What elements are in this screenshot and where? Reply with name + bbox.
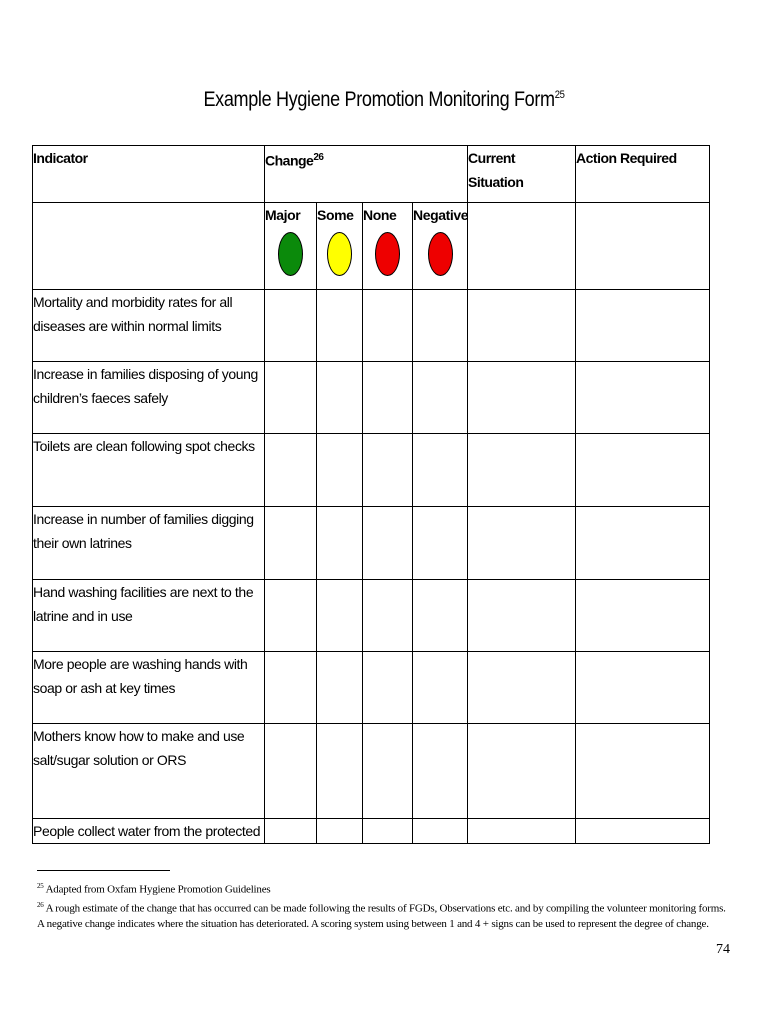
negative-entry-cell[interactable] xyxy=(413,580,468,652)
change-scale-row xyxy=(33,203,710,290)
current-situation-cell[interactable] xyxy=(468,507,576,580)
indicator-cell: People collect water from the protected xyxy=(33,819,265,844)
footnote-number: 25 xyxy=(37,882,44,890)
scale-some xyxy=(317,203,363,290)
current-situation-cell[interactable] xyxy=(468,652,576,724)
action-required-cell[interactable] xyxy=(576,580,710,652)
table-row xyxy=(33,819,710,844)
scale-negative-label: Negative xyxy=(413,207,469,223)
empty-cell xyxy=(576,203,710,290)
current-situation-cell[interactable] xyxy=(468,434,576,507)
table-row xyxy=(33,652,710,724)
some-entry-cell[interactable] xyxy=(317,724,363,819)
some-entry-cell[interactable] xyxy=(317,580,363,652)
some-entry-cell[interactable] xyxy=(317,290,363,362)
scale-major xyxy=(265,203,317,290)
action-required-cell[interactable] xyxy=(576,362,710,434)
indicator-cell: Mortality and morbidity rates for all diseases are within normal limits xyxy=(33,290,265,362)
some-entry-cell[interactable] xyxy=(317,652,363,724)
none-entry-cell[interactable] xyxy=(363,652,413,724)
negative-entry-cell[interactable] xyxy=(413,507,468,580)
some-entry-cell[interactable] xyxy=(317,362,363,434)
footnote-number: 26 xyxy=(37,901,44,909)
major-entry-cell[interactable] xyxy=(265,434,317,507)
footnote-26 xyxy=(37,898,727,932)
none-entry-cell[interactable] xyxy=(363,290,413,362)
page-title xyxy=(54,88,714,112)
negative-entry-cell[interactable] xyxy=(413,290,468,362)
table-row xyxy=(33,507,710,580)
table-row xyxy=(33,362,710,434)
negative-entry-cell[interactable] xyxy=(413,819,468,844)
footnote-25 xyxy=(37,879,727,898)
yellow-circle-icon xyxy=(327,232,352,276)
action-required-cell[interactable] xyxy=(576,819,710,844)
some-entry-cell[interactable] xyxy=(317,819,363,844)
none-entry-cell[interactable] xyxy=(363,434,413,507)
none-entry-cell[interactable] xyxy=(363,724,413,819)
indicator-cell: Increase in families disposing of young children’s faeces safely xyxy=(33,362,265,434)
current-situation-header xyxy=(468,146,576,203)
title-footnote-ref: 25 xyxy=(554,89,565,101)
action-required-cell[interactable] xyxy=(576,434,710,507)
current-situation-cell[interactable] xyxy=(468,819,576,844)
indicator-cell: Hand washing facilities are next to the latrine and in use xyxy=(33,580,265,652)
page-title-text: Example Hygiene Promotion Monitoring Form xyxy=(203,88,555,111)
major-entry-cell[interactable] xyxy=(265,290,317,362)
scale-major-label: Major xyxy=(265,207,301,223)
scale-none xyxy=(363,203,413,290)
major-entry-cell[interactable] xyxy=(265,507,317,580)
major-entry-cell[interactable] xyxy=(265,724,317,819)
change-header-label: Change xyxy=(265,152,314,169)
major-entry-cell[interactable] xyxy=(265,652,317,724)
action-required-cell[interactable] xyxy=(576,724,710,819)
footnote-text: A rough estimate of the change that has occurred can be made following the results of FGDs, Observations etc. and by compiling the volunteer monitoring forms. A negative change indicates where the situation has deteriorated. A scoring system using between 1 and 4 + signs can be used to represent the degree of change. xyxy=(37,902,726,930)
scale-some-label: Some xyxy=(317,207,354,223)
indicator-cell: More people are washing hands with soap or ash at key times xyxy=(33,652,265,724)
major-entry-cell[interactable] xyxy=(265,819,317,844)
current-situation-label-1: Current xyxy=(468,150,516,166)
page-number: 74 xyxy=(716,942,730,957)
monitoring-form-table xyxy=(32,145,710,844)
footnote-text: Adapted from Oxfam Hygiene Promotion Guidelines xyxy=(45,883,271,896)
table-row xyxy=(33,724,710,819)
negative-entry-cell[interactable] xyxy=(413,652,468,724)
action-required-cell[interactable] xyxy=(576,507,710,580)
indicator-header: Indicator xyxy=(33,146,265,203)
table-row xyxy=(33,434,710,507)
change-header xyxy=(265,146,468,203)
some-entry-cell[interactable] xyxy=(317,434,363,507)
red-circle-icon xyxy=(428,232,453,276)
empty-cell xyxy=(33,203,265,290)
none-entry-cell[interactable] xyxy=(363,819,413,844)
current-situation-cell[interactable] xyxy=(468,290,576,362)
action-required-cell[interactable] xyxy=(576,290,710,362)
none-entry-cell[interactable] xyxy=(363,580,413,652)
table-row xyxy=(33,580,710,652)
header-row xyxy=(33,146,710,203)
indicator-cell: Increase in number of families digging their own latrines xyxy=(33,507,265,580)
empty-cell xyxy=(468,203,576,290)
current-situation-cell[interactable] xyxy=(468,362,576,434)
current-situation-cell[interactable] xyxy=(468,580,576,652)
current-situation-cell[interactable] xyxy=(468,724,576,819)
scale-none-label: None xyxy=(363,207,397,223)
change-footnote-ref: 26 xyxy=(313,152,324,163)
table-row xyxy=(33,290,710,362)
action-required-header: Action Required xyxy=(576,146,710,203)
none-entry-cell[interactable] xyxy=(363,507,413,580)
current-situation-label-2: Situation xyxy=(468,174,524,190)
some-entry-cell[interactable] xyxy=(317,507,363,580)
negative-entry-cell[interactable] xyxy=(413,434,468,507)
red-circle-icon xyxy=(375,232,400,276)
major-entry-cell[interactable] xyxy=(265,580,317,652)
footnote-divider xyxy=(37,870,170,871)
negative-entry-cell[interactable] xyxy=(413,362,468,434)
negative-entry-cell[interactable] xyxy=(413,724,468,819)
major-entry-cell[interactable] xyxy=(265,362,317,434)
indicator-cell: Toilets are clean following spot checks xyxy=(33,434,265,507)
indicator-cell: Mothers know how to make and use salt/sugar solution or ORS xyxy=(33,724,265,819)
action-required-cell[interactable] xyxy=(576,652,710,724)
green-circle-icon xyxy=(278,232,303,276)
none-entry-cell[interactable] xyxy=(363,362,413,434)
scale-negative xyxy=(413,203,468,290)
